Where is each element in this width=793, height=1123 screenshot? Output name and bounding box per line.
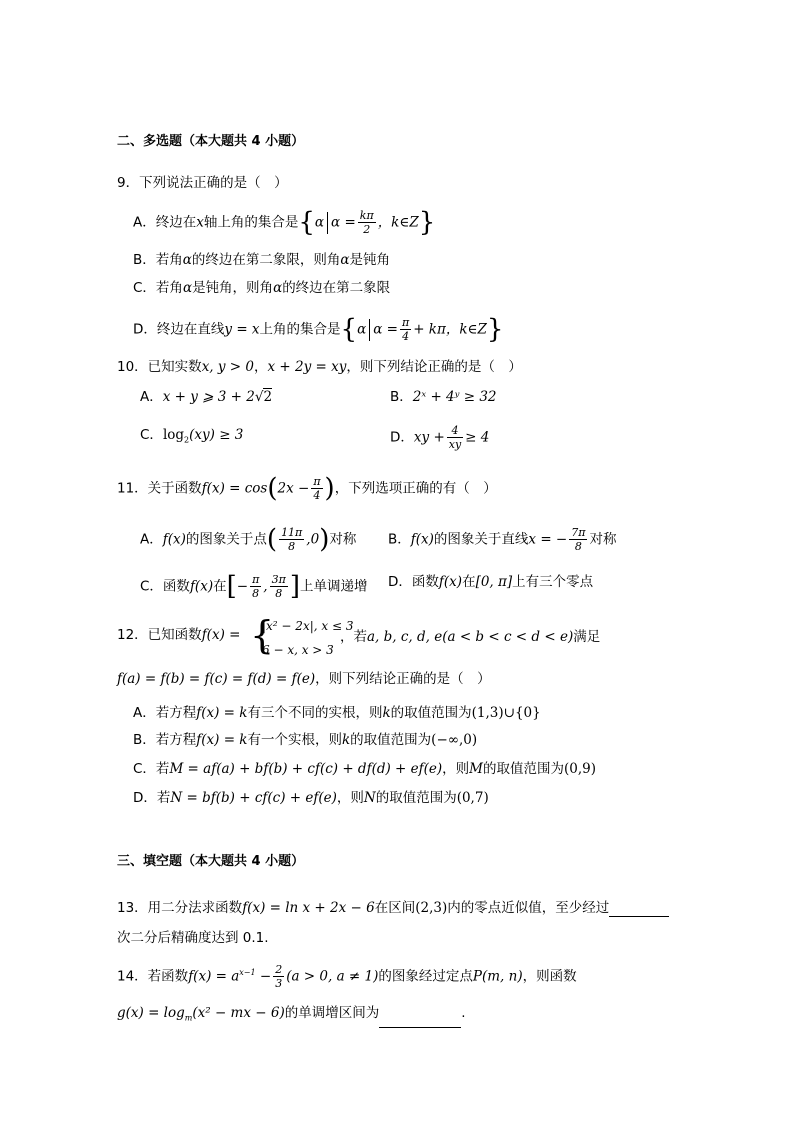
q14-g-base: m (184, 1013, 193, 1023)
q13-prefix: 13．用二分法求函数 (117, 900, 243, 916)
q10-b-label: B． (390, 389, 413, 405)
q12-option-b (133, 731, 477, 749)
q13-tail: 内的零点近似值，至少经过 (447, 900, 610, 916)
q10-cond1: x, y > 0 (201, 359, 254, 375)
q9-option-b (133, 251, 390, 269)
q12-b-prefix: B．若方程 (133, 732, 197, 748)
q10-c-log: log (162, 427, 185, 443)
q12-c-mid: ，则 (442, 761, 470, 777)
q11-b-tail: 对称 (589, 531, 617, 548)
q11-c-text: 在 (213, 578, 227, 595)
q12-prefix: 12．已知函数 (117, 627, 202, 643)
q10-option-a (140, 388, 272, 406)
q9-c-var: α (182, 280, 193, 296)
q9-d-tail: + kπ，k∈Z (413, 321, 487, 338)
q12-tail: 满足 (573, 629, 601, 645)
q11-option-b (388, 526, 616, 553)
q12-d-expr: N = bf(b) + cf(c) + ef(e) (170, 790, 337, 806)
q10-option-b (390, 388, 497, 406)
q9-d-frac (400, 316, 411, 343)
q12-a-k: k (382, 705, 391, 721)
q11-d-text: 在 (462, 574, 476, 590)
q14-point: P(m, n) (472, 968, 523, 985)
q11-b-frac (569, 526, 587, 553)
q9-a-var: x (196, 214, 204, 231)
q14-answer-blank[interactable] (379, 1011, 461, 1028)
q12-mid: ，若 (340, 629, 367, 645)
q11-option-c (140, 573, 367, 600)
q13-expr: f(x) = ln x + 2x − 6 (242, 900, 375, 916)
q11-frac-den: 4 (313, 489, 321, 502)
q9-d-bar (369, 319, 370, 341)
q12-a-mid2: 的取值范围为 (390, 705, 472, 721)
q11-a-frac (279, 526, 304, 553)
q11-c-comma: , (263, 578, 268, 595)
q12-piece-1: |x² − 2x|, x ≤ 3 (262, 619, 354, 633)
q11-c-frac1-den: 8 (252, 587, 260, 600)
q12-option-c (133, 760, 596, 778)
q10-a-sqrt-val: 2 (263, 389, 273, 405)
section-2-title: 二、多选题（本大题共 4 小题） (117, 134, 305, 149)
q11-c-fx: f(x) (189, 578, 214, 595)
q11-a-text: 的图象关于点 (185, 531, 267, 548)
q11-lparen: ( (267, 473, 278, 504)
q10-a-expr: x + y ⩾ 3 + 2 (162, 389, 255, 405)
q14-expr-minus: − (255, 968, 272, 985)
q11-rparen: ) (324, 473, 335, 504)
q10-d-expr: xy + (413, 429, 445, 446)
q9-d-prefix: D．终边在直线 (133, 321, 225, 338)
q12-b-range: (−∞,0) (431, 732, 478, 748)
q12-b-mid2: 的取值范围为 (350, 732, 432, 748)
q10-sep: ， (254, 359, 268, 375)
q12-c-expr: M = af(a) + bf(b) + cf(c) + df(d) + ef(e) (169, 761, 443, 777)
q12-d-mid2: 的取值范围为 (375, 790, 457, 806)
q11-b-fx: f(x) (410, 531, 434, 548)
q9-b-var2: α (340, 252, 350, 268)
q11-d-label: D．函数 (388, 574, 439, 590)
q10-d-frac (447, 424, 463, 451)
q11-b-label: B． (388, 531, 411, 548)
q12-d-prefix: D．若 (133, 790, 171, 806)
q9-d-rbrace: } (486, 314, 504, 345)
q12-d-var: N (363, 790, 376, 806)
q12-b-mid: 有一个实根，则 (247, 732, 342, 748)
q10-option-d (390, 424, 489, 451)
q11-a-frac-den: 8 (288, 540, 296, 553)
q11-c-frac2-num: 3π (271, 573, 286, 586)
q12-b-eq: f(x) = k (196, 732, 248, 748)
section-3-title: 三、填空题（本大题共 4 小题） (117, 854, 305, 869)
q11-c-frac1 (250, 573, 261, 600)
q12-stem (117, 626, 240, 644)
q12-piece-2: 6 − x, x > 3 (262, 643, 334, 657)
q11-a-point: ,0 (306, 531, 320, 548)
q10-a-label: A． (140, 389, 163, 405)
q12-c-mid2: 的取值范围为 (482, 761, 564, 777)
q9-d-frac-num: π (401, 316, 410, 329)
q9-a-lbrace: { (298, 207, 315, 238)
q11-a-label: A． (140, 531, 163, 548)
q12-c-prefix: C．若 (133, 761, 170, 777)
q9-d-setvar: α (357, 321, 367, 338)
q11-a-rparen: ) (319, 524, 330, 555)
q13-line-1 (117, 899, 669, 917)
q9-option-d (133, 316, 503, 343)
q9-a-frac-den: 2 (363, 223, 371, 236)
q14-frac-den: 3 (275, 977, 283, 990)
q12-a-eq: f(x) = k (196, 705, 248, 721)
q10-c-tail: (xy) ≥ 3 (189, 427, 244, 443)
q9-b-tail: 是钝角 (349, 252, 391, 268)
q9-c-prefix: C．若角 (133, 280, 183, 296)
q14-end: . (461, 1005, 466, 1021)
q11-c-lbracket: [ (226, 571, 237, 602)
q11-a-lparen: ( (266, 524, 278, 555)
q9-a-setvar: α (314, 214, 325, 231)
q11-c-tail: 上单调递增 (299, 578, 368, 595)
q10-cond2: x + 2y = xy (267, 359, 347, 375)
q9-stem: 9．下列说法正确的是（ ） (117, 175, 288, 191)
q14-frac-num: 2 (275, 963, 283, 976)
q11-c-frac2 (270, 573, 288, 600)
q9-a-tail: ，k∈Z (377, 214, 419, 231)
q12-c-range: (0,9) (563, 761, 596, 777)
q14-line2-tail: 的单调增区间为 (284, 1005, 380, 1021)
q11-option-a (140, 526, 356, 553)
q9-d-frac-den: 4 (402, 330, 410, 343)
q9-option-a (133, 209, 435, 236)
q12-a-mid: 有三个不同的实根，则 (247, 705, 383, 721)
q12-cond-expr: f(a) = f(b) = f(c) = f(d) = f(e) (117, 671, 316, 687)
q10-option-c (140, 426, 243, 450)
q11-c-frac2-den: 8 (275, 587, 283, 600)
q11-a-frac-num: 11π (281, 526, 303, 539)
q10-d-frac-num: 4 (447, 424, 463, 438)
q9-b-mid: 的终边在第二象限，则角 (191, 252, 341, 268)
q10-tail: ，则下列结论正确的是（ ） (346, 359, 522, 375)
q10-a-sqrt-sign: √ (254, 389, 264, 405)
q9-d-text: 上角的集合是 (259, 321, 341, 338)
q11-tail: ，下列选项正确的有（ ） (334, 480, 497, 497)
q11-d-tail: 上有三个零点 (512, 574, 594, 590)
q12-b-k: k (341, 732, 351, 748)
q11-a-tail: 对称 (329, 531, 357, 548)
q12-vars: a, b, c, d, e(a < b < c < d < e) (367, 629, 574, 645)
q12-a-range: (1,3)∪{0} (471, 705, 541, 721)
q9-d-cond: α = (373, 321, 398, 338)
q11-prefix: 11．关于函数 (117, 480, 202, 497)
q10-stem (117, 358, 522, 376)
q14-expr-sup: x−1 (239, 968, 256, 977)
q11-b-frac-den: 8 (574, 540, 582, 553)
q11-frac (311, 475, 322, 502)
q9-c-var2: α (273, 280, 283, 296)
q12-option-d (133, 789, 489, 807)
q11-c-label: C．函数 (140, 578, 190, 595)
q12-piecewise-brace: { (250, 613, 275, 657)
q12-stem-tail (340, 628, 600, 646)
q9-b-var: α (182, 252, 192, 268)
q12-a-prefix: A．若方程 (133, 705, 197, 721)
q13-answer-blank[interactable] (609, 900, 669, 917)
q9-c-mid: 是钝角，则角 (192, 280, 274, 296)
q9-d-lbrace: { (340, 314, 358, 345)
q14-expr: f(x) = a (188, 968, 240, 985)
q11-d-int: [0, π] (475, 574, 513, 590)
q14-g-expr: g(x) = log (117, 1005, 185, 1021)
q9-a-frac-num: kπ (359, 209, 374, 222)
q12-condition (117, 670, 491, 688)
q9-c-tail: 的终边在第二象限 (282, 280, 391, 296)
q11-d-fx: f(x) (438, 574, 463, 590)
q11-b-frac-num: 7π (571, 526, 586, 539)
q11-c-rbracket: ] (289, 571, 300, 602)
q9-a-bar (327, 212, 328, 234)
q9-a-prefix: A．终边在 (133, 214, 197, 231)
q9-a-cond: α = (331, 214, 356, 231)
q11-c-frac1-num: π (252, 573, 260, 586)
q10-c-base: 2 (184, 435, 190, 445)
q13-mid: 在区间 (374, 900, 416, 916)
q13-line-2: 次二分后精确度达到 0.1. (117, 930, 269, 946)
q14-prefix: 14．若函数 (117, 968, 189, 985)
q12-d-mid: ，则 (336, 790, 364, 806)
q13-interval: (2,3) (415, 900, 448, 916)
q11-stem (117, 475, 497, 502)
q9-b-prefix: B．若角 (133, 252, 183, 268)
q12-fx: f(x) = (201, 627, 241, 643)
q14-mid: 的图象经过定点 (378, 968, 473, 985)
q10-c-label: C． (140, 427, 163, 443)
q11-c-minus: − (236, 578, 249, 595)
q10-d-label: D． (390, 429, 414, 446)
q11-b-eq: x = − (528, 531, 568, 548)
q14-tail: ，则函数 (522, 968, 577, 985)
q12-c-var: M (469, 761, 483, 777)
q11-inner: 2x − (277, 480, 310, 497)
q14-cond: (a > 0, a ≠ 1) (286, 968, 379, 985)
q11-frac-num: π (313, 475, 321, 488)
q14-line-2 (117, 1004, 466, 1028)
q10-d-frac-den: xy (448, 438, 462, 451)
q10-d-tail: ≥ 4 (465, 429, 490, 446)
q12-d-range: (0,7) (456, 790, 489, 806)
q11-b-text: 的图象关于直线 (433, 531, 529, 548)
q9-option-c (133, 279, 390, 297)
q11-option-d (388, 573, 593, 591)
q11-fx: f(x) = cos (201, 480, 268, 497)
q10-prefix: 10．已知实数 (117, 359, 202, 375)
q9-a-frac (358, 209, 376, 236)
q14-frac (273, 963, 284, 990)
q12-option-a (133, 704, 541, 722)
q12-cond-tail: ，则下列结论正确的是（ ） (315, 671, 491, 687)
q9-a-text: 轴上角的集合是 (203, 214, 299, 231)
q14-line-1 (117, 963, 577, 990)
q14-g-arg: (x² − mx − 6) (192, 1005, 285, 1021)
q10-b-expr: 2ˣ + 4ʸ ≥ 32 (412, 389, 497, 405)
q11-a-fx: f(x) (162, 531, 186, 548)
q9-d-line: y = x (224, 321, 260, 338)
q9-a-rbrace: } (418, 207, 436, 238)
